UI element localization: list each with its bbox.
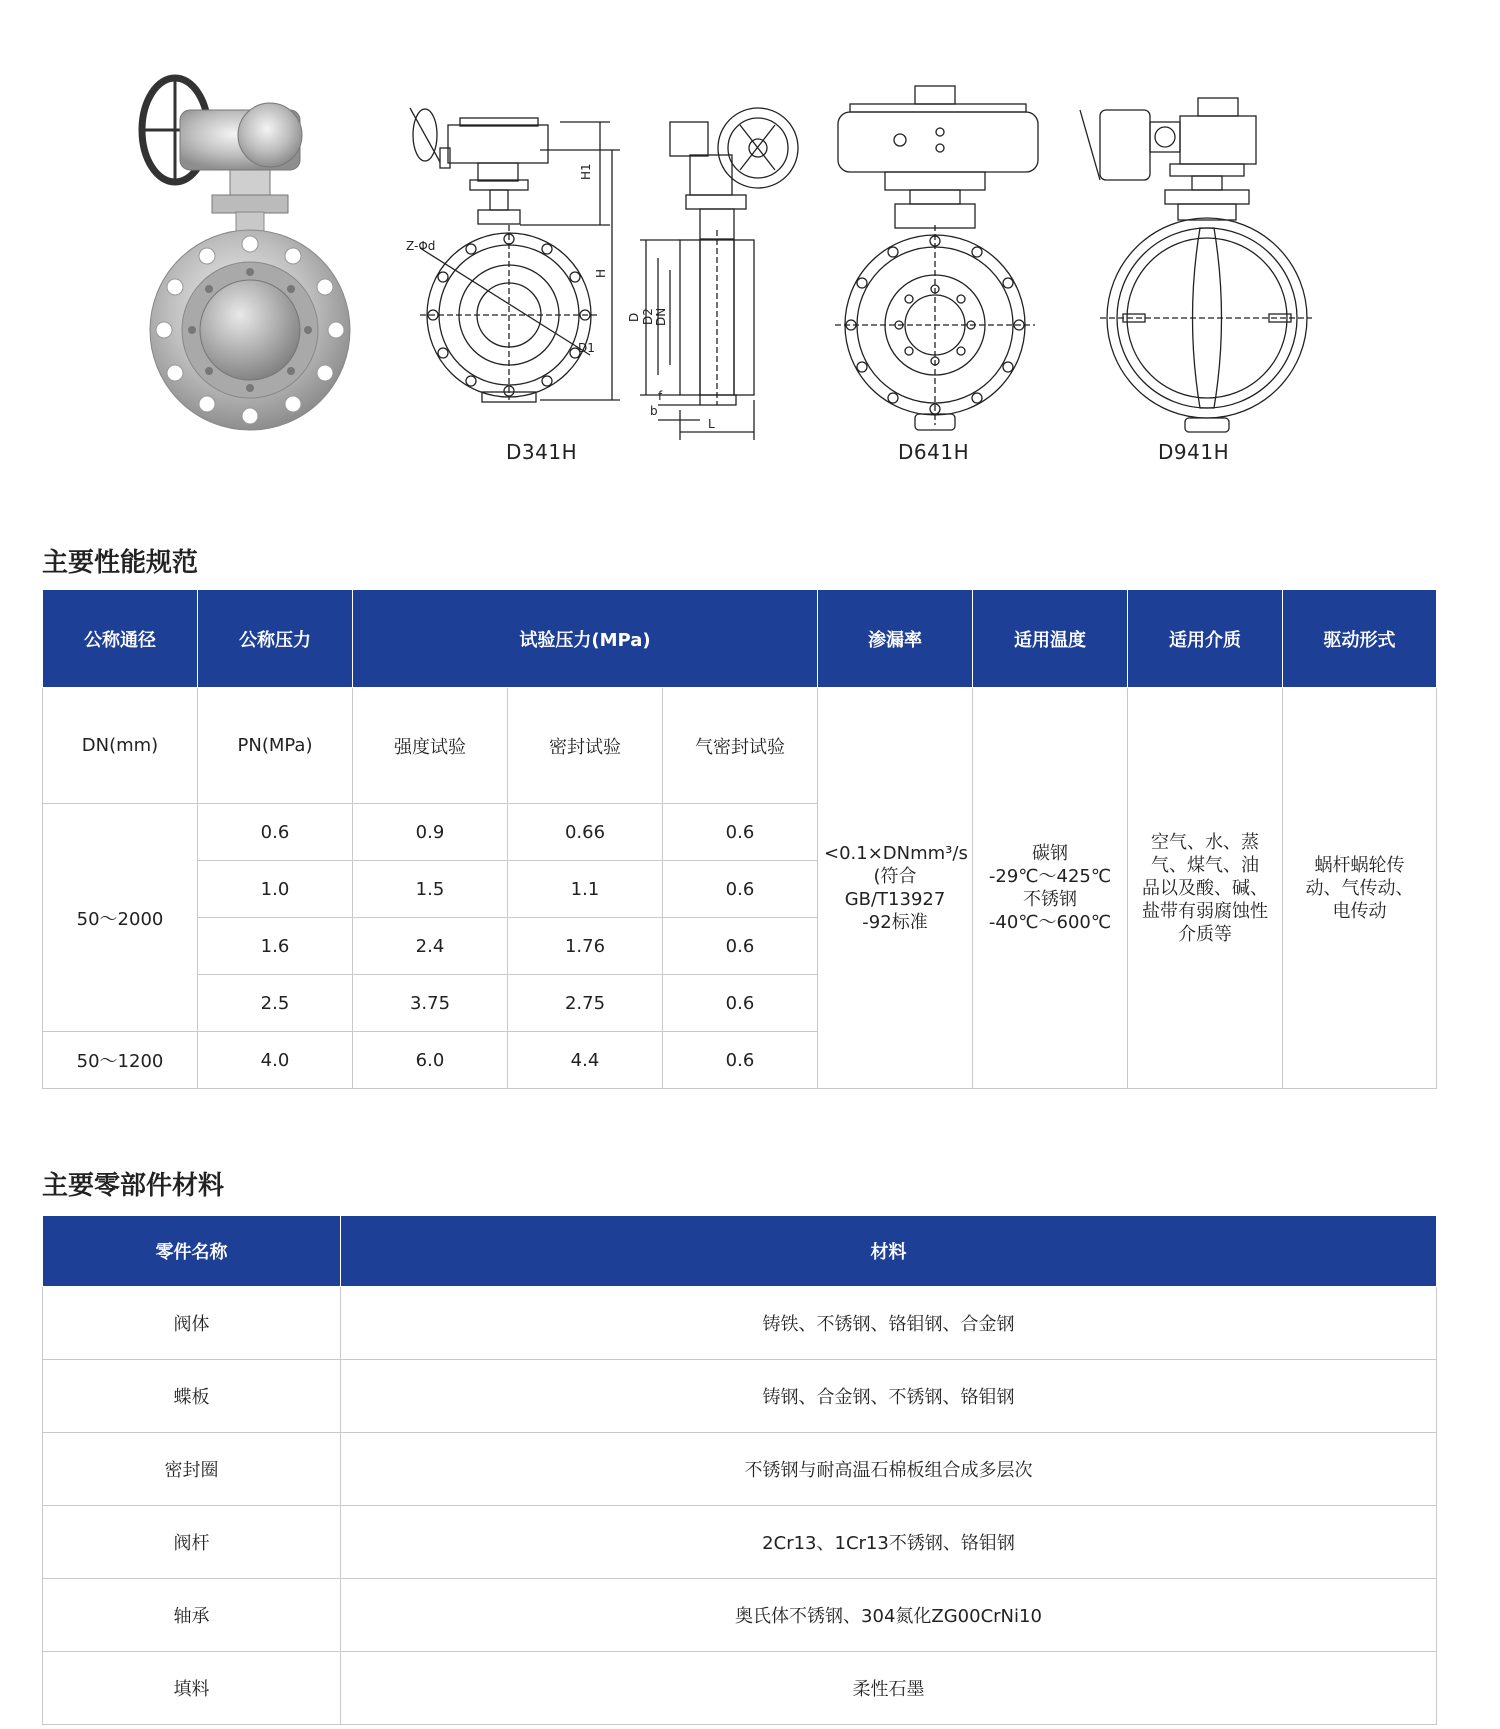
dim-l: L [708,417,715,431]
valve-drawings [0,0,1500,470]
header-leakage: 渗漏率 [818,590,973,688]
pn-cell: 1.6 [198,918,353,975]
medium-line: 气、煤气、油 [1151,854,1259,876]
medium-line: 空气、水、蒸 [1151,831,1259,853]
pn-cell: 1.0 [198,861,353,918]
dim-d1: D1 [578,341,595,355]
header-drive: 驱动形式 [1283,590,1437,688]
part-name: 蝶板 [43,1360,341,1433]
strength-cell: 6.0 [353,1032,508,1089]
temperature-line: -40℃～600℃ [988,912,1112,933]
header-material: 材料 [341,1216,1437,1287]
header-part-name: 零件名称 [43,1216,341,1287]
material-table [42,1215,1437,1725]
valve-figures [0,0,1500,470]
dim-d: D [627,312,641,322]
spec-subheader-row [43,688,1437,804]
leakage-line: (符合GB/T13927 [844,866,946,910]
seal-cell: 0.66 [508,804,663,861]
seal-cell: 1.1 [508,861,663,918]
air-seal-cell: 0.6 [663,861,818,918]
table-row [43,1433,1437,1506]
d641h-drawing [835,86,1038,430]
material-value: 奥氏体不锈钢、304氮化ZG00CrNi10 [341,1579,1437,1652]
pn-cell: 4.0 [198,1032,353,1089]
figure-label-d341h: D341H [506,440,578,464]
dim-d2: D2 [641,308,655,325]
d941h-drawing [1080,98,1312,432]
pn-cell: 0.6 [198,804,353,861]
seal-cell: 2.75 [508,975,663,1032]
part-name: 填料 [43,1652,341,1725]
air-seal-cell: 0.6 [663,1032,818,1089]
valve-photo [142,78,350,430]
seal-cell: 1.76 [508,918,663,975]
dn-group-1: 50～2000 [43,804,198,1032]
air-seal-cell: 0.6 [663,975,818,1032]
temperature-line: -29℃～425℃ [988,866,1112,887]
subheader-pn: PN(MPa) [198,688,353,804]
material-value: 2Cr13、1Cr13不锈钢、铬钼钢 [341,1506,1437,1579]
d341h-front-drawing [410,108,620,402]
header-nominal-pressure: 公称压力 [198,590,353,688]
part-name: 阀杆 [43,1506,341,1579]
header-test-pressure: 试验压力(MPa) [353,590,818,688]
header-medium: 适用介质 [1128,590,1283,688]
leakage-line: <0.1×DNmm³/s [824,843,968,864]
drive-cell [1283,688,1437,1089]
air-seal-cell: 0.6 [663,804,818,861]
dim-h: H [594,268,608,278]
medium-line: 盐带有弱腐蚀性 [1142,900,1268,922]
spec-table [42,589,1437,1089]
strength-cell: 1.5 [353,861,508,918]
table-row [43,1652,1437,1725]
subheader-dn: DN(mm) [43,688,198,804]
part-name: 阀体 [43,1287,341,1360]
figure-label-d641h: D641H [898,440,970,464]
strength-cell: 0.9 [353,804,508,861]
pn-cell: 2.5 [198,975,353,1032]
dim-b: b [650,404,658,418]
material-section-title: 主要零部件材料 [42,1171,225,1201]
temperature-cell [973,688,1128,1089]
dim-h1: H1 [579,163,593,180]
table-row [43,1506,1437,1579]
strength-cell: 2.4 [353,918,508,975]
dim-z-phi-d: Z-Φd [406,239,436,253]
material-value: 柔性石墨 [341,1652,1437,1725]
seal-cell: 4.4 [508,1032,663,1089]
dn-group-2: 50～1200 [43,1032,198,1089]
material-value: 不锈钢与耐高温石棉板组合成多层次 [341,1433,1437,1506]
medium-cell [1128,688,1283,1089]
strength-cell: 3.75 [353,975,508,1032]
spec-header-row [43,590,1437,688]
leakage-cell [818,688,973,1089]
table-row [43,1579,1437,1652]
part-name: 密封圈 [43,1433,341,1506]
subheader-strength: 强度试验 [353,688,508,804]
header-nominal-diameter: 公称通径 [43,590,198,688]
drive-line: 蜗杆蜗轮传 [1314,854,1405,876]
leakage-line: -92标准 [862,912,928,933]
table-row [43,1360,1437,1433]
medium-line: 介质等 [1178,923,1232,945]
spec-section-title: 主要性能规范 [42,548,199,578]
dim-dn: DN [654,307,668,326]
figure-label-d941h: D941H [1158,440,1230,464]
material-value: 铸铁、不锈钢、铬钼钢、合金钢 [341,1287,1437,1360]
subheader-seal: 密封试验 [508,688,663,804]
temperature-line: 碳钢 [1032,843,1068,864]
table-row [43,1287,1437,1360]
air-seal-cell: 0.6 [663,918,818,975]
drive-line: 电传动 [1332,900,1387,922]
header-temperature: 适用温度 [973,590,1128,688]
material-value: 铸钢、合金钢、不锈钢、铬钼钢 [341,1360,1437,1433]
medium-line: 品以及酸、碱、 [1142,877,1268,899]
temperature-line: 不锈钢 [1023,889,1077,910]
material-header-row [43,1216,1437,1287]
subheader-air-seal: 气密封试验 [663,688,818,804]
d341h-side-drawing [640,108,798,440]
part-name: 轴承 [43,1579,341,1652]
dim-f: f [658,389,663,403]
drive-line: 动、气传动、 [1305,877,1414,899]
